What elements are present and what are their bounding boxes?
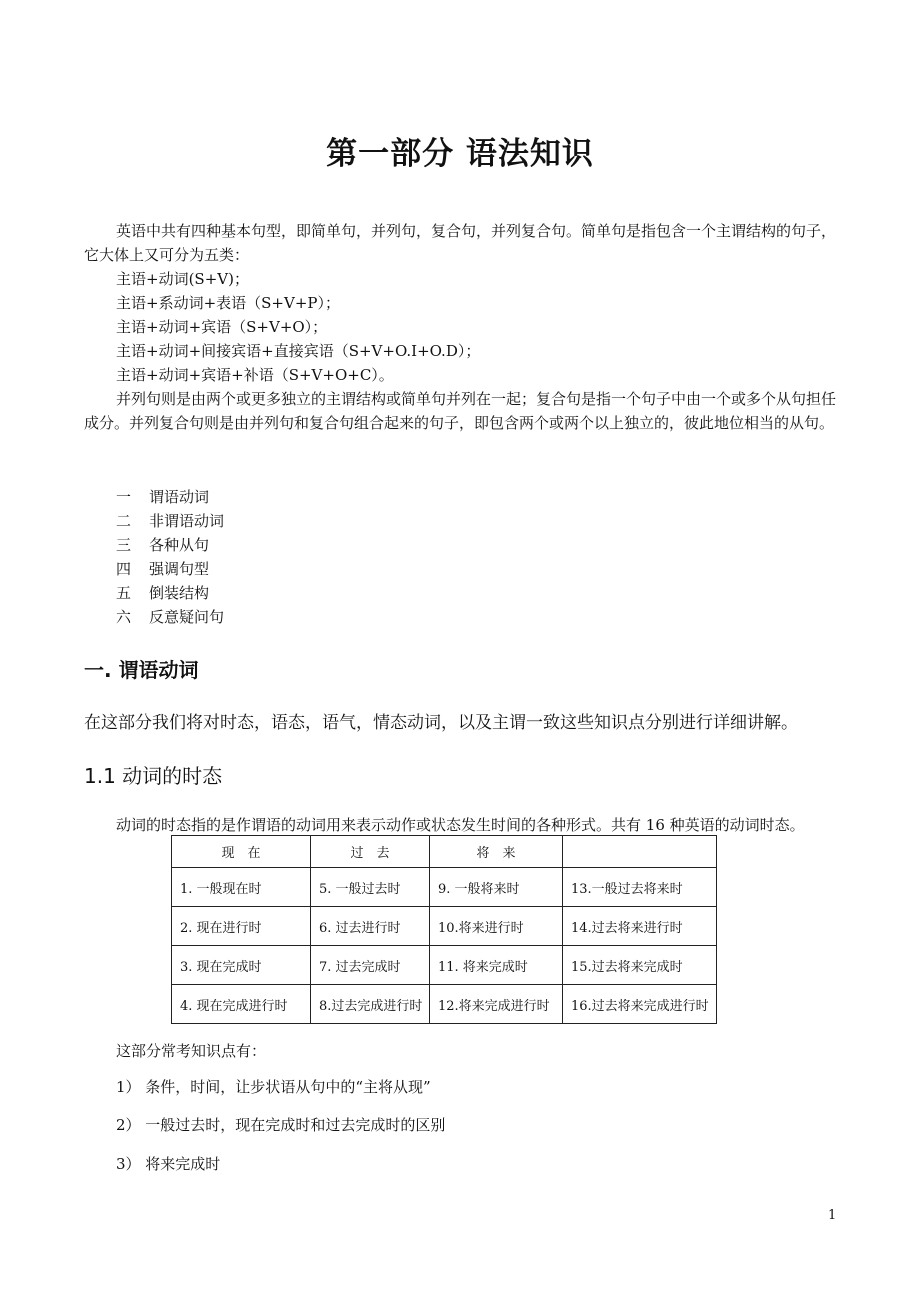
- toc-number: 五: [116, 584, 132, 602]
- toc-item: [116, 582, 209, 603]
- table-header-row: [172, 836, 717, 868]
- table-cell: 1. 一般现在时: [172, 868, 311, 907]
- table-cell: 8.过去完成进行时: [311, 985, 430, 1024]
- table-row: [172, 907, 717, 946]
- table-cell: 16.过去将来完成进行时: [563, 985, 717, 1024]
- pattern-item: 主语+动词+宾语（S+V+O）；: [116, 318, 328, 336]
- tense-table: [171, 835, 717, 1024]
- pattern-item: 主语+系动词+表语（S+V+P）；: [116, 294, 340, 312]
- table-cell: 6. 过去进行时: [311, 907, 430, 946]
- point-item: 1） 条件，时间，让步状语从句中的“主将从现”: [116, 1078, 431, 1096]
- toc-label: 非谓语动词: [149, 512, 225, 530]
- toc-label: 倒装结构: [149, 584, 210, 602]
- tense-lead-text: 动词的时态指的是作谓语的动词用来表示动作或状态发生时间的各种形式。共有 16 种英语的动词时态。: [116, 816, 805, 834]
- toc-item: [116, 486, 209, 507]
- toc-number: 三: [116, 536, 132, 554]
- toc-item: [116, 558, 209, 579]
- toc-item: [116, 606, 224, 627]
- toc-item: [116, 534, 209, 555]
- toc-label: 强调句型: [149, 560, 210, 578]
- table-cell: 12.将来完成进行时: [430, 985, 563, 1024]
- pattern-item: 主语+动词(S+V)；: [116, 270, 249, 288]
- toc-number: 六: [116, 608, 132, 626]
- compound-sentence-paragraph: 并列句则是由两个或更多独立的主谓结构或简单句并列在一起；复合句是指一个句子中由一个或多个从句担任成分。并列复合句则是由并列句和复合句组合起来的句子，即包含两个或两个以上独立的，彼此地位相当的从句。: [84, 390, 837, 432]
- table-cell: 2. 现在进行时: [172, 907, 311, 946]
- page-title: 第一部分 语法知识: [326, 136, 594, 172]
- toc-label: 谓语动词: [149, 488, 210, 506]
- table-header-cell: 将 来: [430, 836, 563, 868]
- table-cell: 7. 过去完成时: [311, 946, 430, 985]
- table-cell: 13.一般过去将来时: [563, 868, 717, 907]
- toc-number: 四: [116, 560, 132, 578]
- toc-label: 反意疑问句: [149, 608, 225, 626]
- table-cell: 4. 现在完成进行时: [172, 985, 311, 1024]
- table-cell: 15.过去将来完成时: [563, 946, 717, 985]
- table-header-cell: 现 在: [172, 836, 311, 868]
- table-row: [172, 868, 717, 907]
- section-heading-predicate-verbs: 一. 谓语动词: [84, 658, 199, 682]
- points-intro: 这部分常考知识点有：: [116, 1042, 267, 1060]
- table-cell: 11. 将来完成时: [430, 946, 563, 985]
- table-cell: 9. 一般将来时: [430, 868, 563, 907]
- table-cell: 14.过去将来进行时: [563, 907, 717, 946]
- point-item: 2） 一般过去时，现在完成时和过去完成时的区别: [116, 1116, 446, 1134]
- subsection-heading-tenses: 1.1 动词的时态: [84, 764, 223, 788]
- toc-item: [116, 510, 224, 531]
- table-cell: 10.将来进行时: [430, 907, 563, 946]
- table-header-cell: 过 去: [311, 836, 430, 868]
- table-cell: 5. 一般过去时: [311, 868, 430, 907]
- pattern-item: 主语+动词+宾语+补语（S+V+O+C）。: [116, 366, 394, 384]
- table-cell: 3. 现在完成时: [172, 946, 311, 985]
- table-header-cell: [563, 836, 717, 868]
- page-number: 1: [828, 1208, 837, 1223]
- toc-number: 一: [116, 488, 132, 506]
- toc-number: 二: [116, 512, 132, 530]
- section-intro-text: 在这部分我们将对时态，语态，语气，情态动词，以及主谓一致这些知识点分别进行详细讲解。: [84, 713, 798, 733]
- intro-paragraph: 英语中共有四种基本句型，即简单句，并列句，复合句，并列复合句。简单句是指包含一个主谓结构的句子，它大体上又可分为五类：: [84, 222, 837, 264]
- point-item: 3） 将来完成时: [116, 1155, 221, 1173]
- table-row: [172, 946, 717, 985]
- pattern-item: 主语+动词+间接宾语+直接宾语（S+V+O.I+O.D）；: [116, 342, 481, 360]
- toc-label: 各种从句: [149, 536, 210, 554]
- table-row: [172, 985, 717, 1024]
